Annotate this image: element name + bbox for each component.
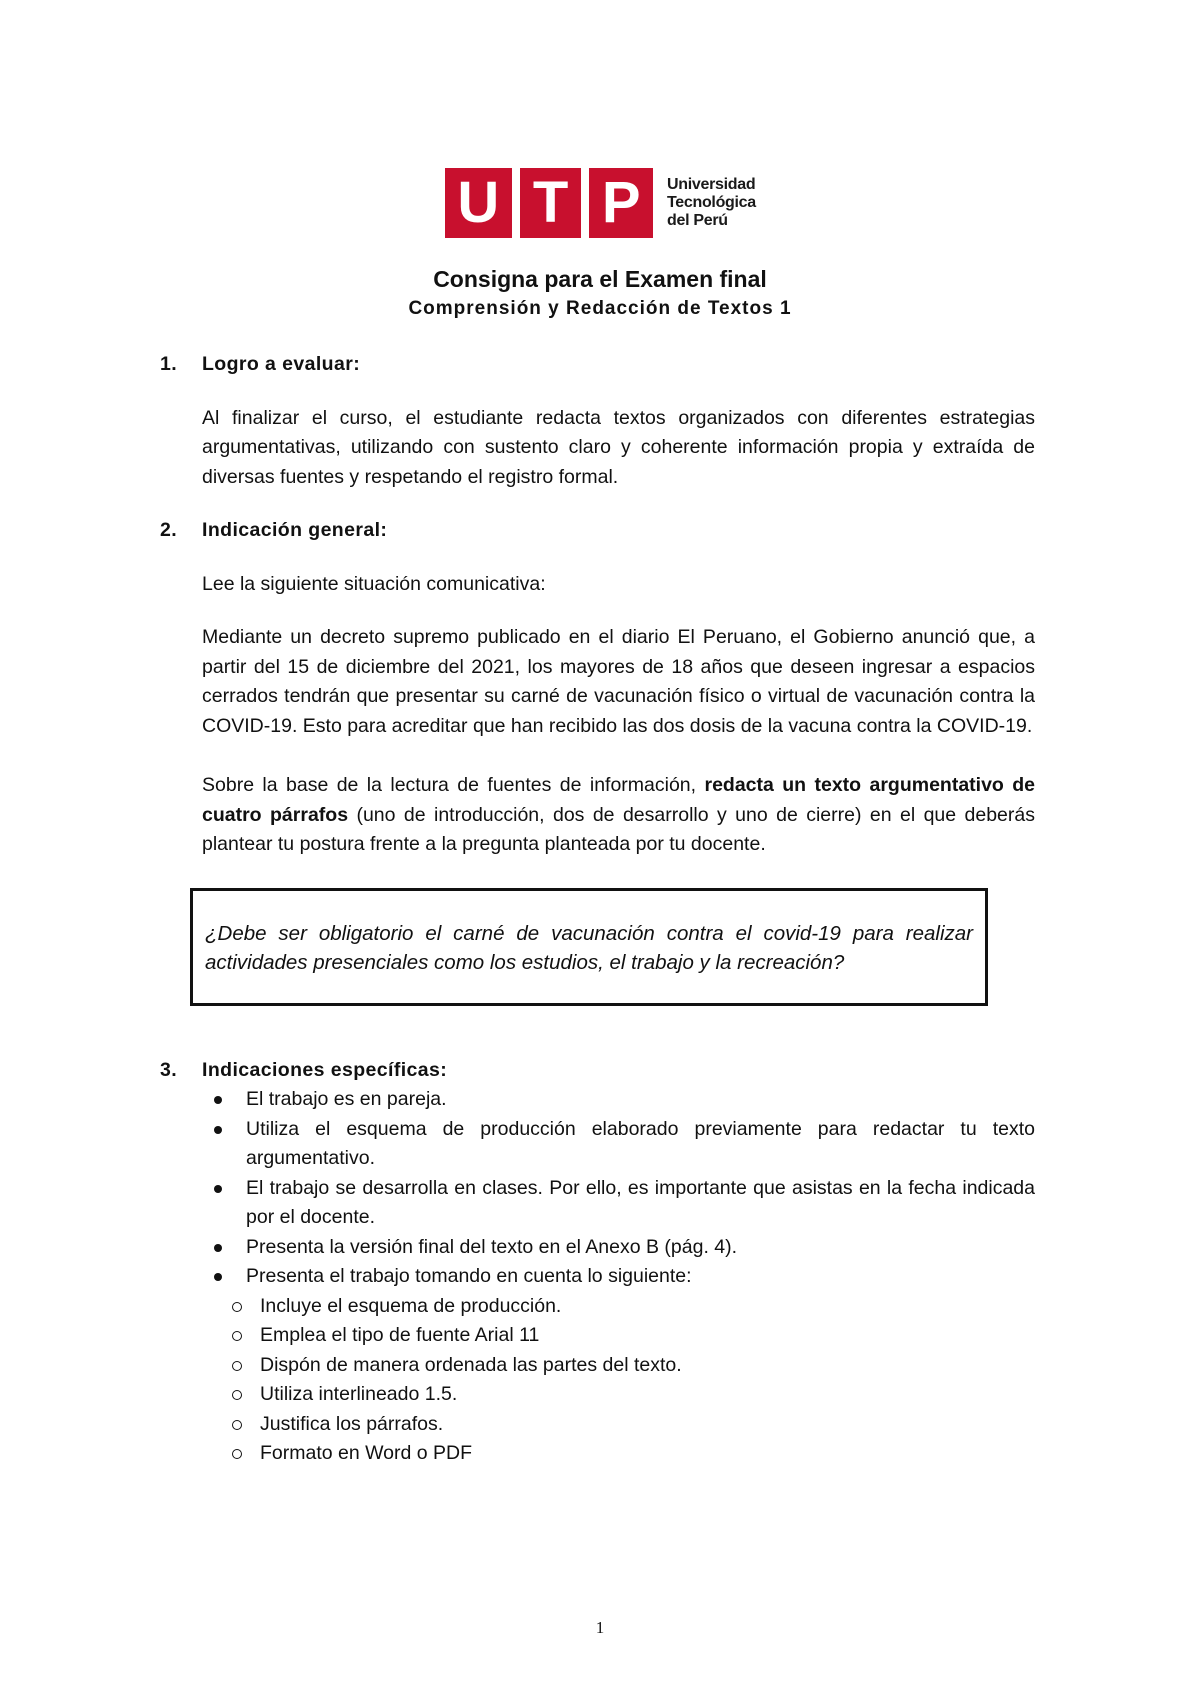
sub-list-item: Justifica los párrafos. [232, 1410, 1035, 1440]
situation-intro: Lee la siguiente situación comunicativa: [202, 572, 546, 595]
logo-separator [581, 168, 589, 238]
sub-list-item: Emplea el tipo de fuente Arial 11 [232, 1321, 1035, 1351]
sub-list-item: Dispón de manera ordenada las partes del texto. [232, 1351, 1035, 1381]
logo-separator [512, 168, 520, 238]
situation-paragraph: Mediante un decreto supremo publicado en el diario El Peruano, el Gobierno anunció que, a partir del 15 de diciembre del 2021, los mayores de 18 años que deseen ingresar a espacios cerrados tendrán que presentar su carné de vacunación físico o virtual de vacunación contra la COVID-19. Esto para acreditar que han recibido las dos dosis de la vacuna contra la COVID-19. [202, 626, 1035, 737]
instruction-bold-text: redacta un texto argumentativo de cuatro párrafos [202, 774, 1035, 826]
list-item: Utiliza el esquema de producción elaborado previamente para redactar tu texto argumentativo. [202, 1115, 1035, 1174]
utp-logo [445, 168, 756, 238]
sub-list-item: Incluye el esquema de producción. [232, 1292, 1035, 1322]
logo-letter-u: U [457, 170, 500, 235]
instruction-text: (uno de introducción, dos de desarrollo y uno de cierre) en el que deberás plantear tu postura frente a la pregunta planteada por tu docente. [202, 803, 1035, 855]
presentation-requirements-list [232, 1292, 1035, 1469]
document-title: Consigna para el Examen final [433, 266, 767, 292]
section-heading [160, 1056, 1035, 1086]
section-number: 3. [160, 1058, 178, 1081]
logo-name-line: Universidad [667, 176, 756, 193]
list-item: El trabajo es en pareja. [202, 1085, 1035, 1115]
instruction-text: Sobre la base de la lectura de fuentes de información, [202, 774, 705, 796]
section-heading [160, 516, 1035, 546]
logo-name-line: del Perú [667, 212, 728, 229]
logo-letters-box [445, 168, 653, 238]
question-box: ¿Debe ser obligatorio el carné de vacunación contra el covid-19 para realizar actividades presenciales como los estudios, el trabajo y la recreación? [190, 888, 988, 1006]
logo-name-line: Tecnológica [667, 194, 756, 211]
section-heading [160, 350, 1035, 380]
section-heading-text: Logro a evaluar: [202, 353, 361, 375]
list-item: Presenta la versión final del texto en el Anexo B (pág. 4). [202, 1233, 1035, 1263]
logo-letter-t: T [532, 170, 569, 235]
section-number: 2. [160, 519, 178, 541]
section-heading-text: Indicaciones específicas: [202, 1058, 448, 1081]
page-number: 1 [595, 1618, 605, 1637]
sub-list-item: Utiliza interlineado 1.5. [232, 1380, 1035, 1410]
list-item: Presenta el trabajo tomando en cuenta lo siguiente: [202, 1262, 1035, 1292]
document-subtitle: Comprensión y Redacción de Textos 1 [408, 298, 792, 319]
logo-university-name [667, 176, 756, 230]
section-heading-text: Indicación general: [202, 519, 388, 541]
logro-paragraph: Al finalizar el curso, el estudiante redacta textos organizados con diferentes estrategias argumentativas, utilizando con sustento claro y coherente información propia y extraída de diversas fuentes y respetando el registro formal. [202, 406, 1035, 488]
section-number: 1. [160, 353, 178, 375]
instruction-paragraph [202, 771, 1035, 860]
sub-list-item: Formato en Word o PDF [232, 1439, 1035, 1469]
list-item: El trabajo se desarrolla en clases. Por ello, es importante que asistas en la fecha indicada por el docente. [202, 1174, 1035, 1233]
specific-instructions-list [202, 1085, 1035, 1292]
document-content [160, 350, 1035, 1469]
logo-letter-p: P [601, 170, 641, 235]
